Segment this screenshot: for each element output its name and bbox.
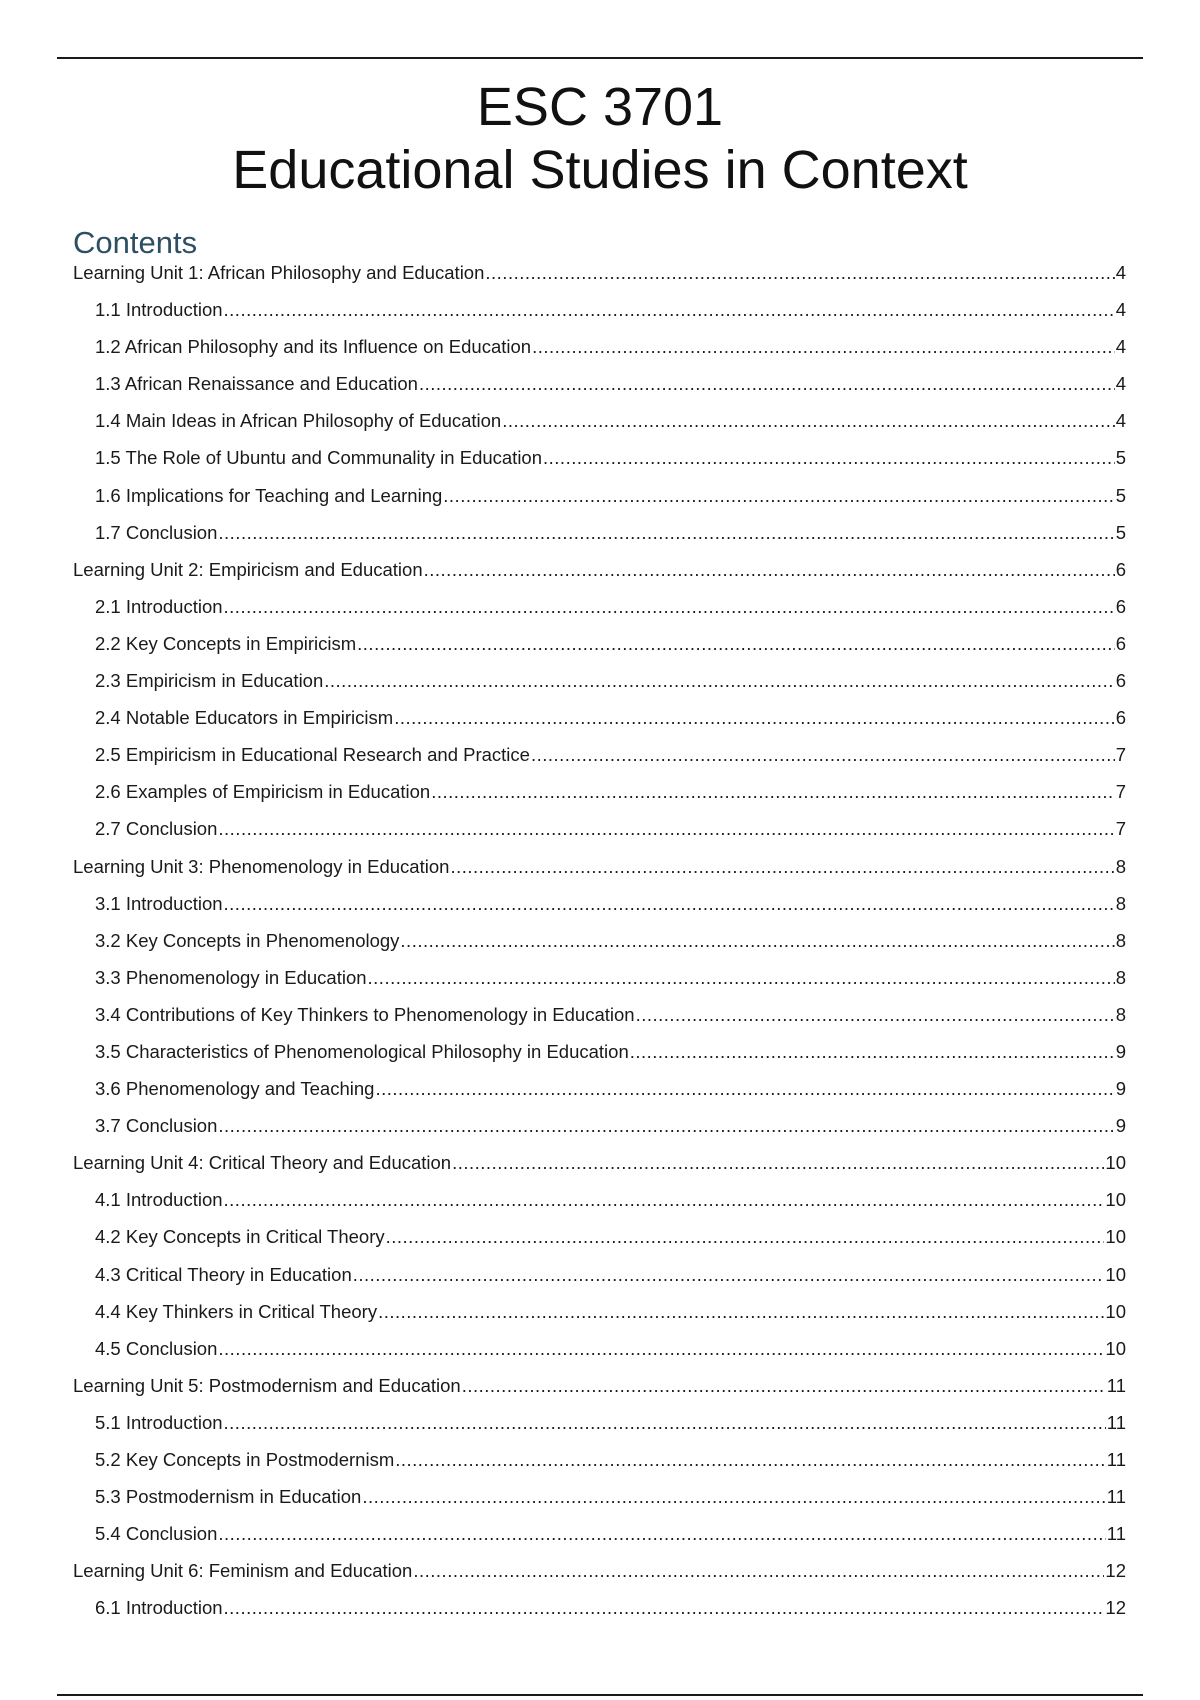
- toc-section-entry[interactable]: [73, 336, 1126, 373]
- toc-page-number: 5: [1115, 484, 1126, 506]
- toc-page-number: 11: [1106, 1523, 1126, 1545]
- toc-page-number: 8: [1115, 966, 1126, 988]
- toc-page-number: 9: [1115, 1040, 1126, 1062]
- toc-dot-leader: [386, 1226, 1105, 1248]
- toc-page-number: 8: [1115, 929, 1126, 951]
- toc-page-number: 10: [1105, 1337, 1126, 1359]
- toc-page-number: 4: [1115, 299, 1126, 321]
- toc-section-entry[interactable]: [73, 1264, 1126, 1301]
- toc-dot-leader: [450, 856, 1114, 878]
- toc-entry-label: 2.7 Conclusion: [95, 818, 218, 840]
- toc-section-entry[interactable]: [73, 299, 1126, 336]
- toc-unit-entry[interactable]: [73, 1152, 1126, 1189]
- toc-page-number: 4: [1115, 373, 1126, 395]
- toc-entry-label: Learning Unit 4: Critical Theory and Education: [73, 1152, 452, 1174]
- toc-entry-label: 5.3 Postmodernism in Education: [95, 1486, 362, 1508]
- toc-dot-leader: [419, 373, 1115, 395]
- toc-dot-leader: [543, 447, 1115, 469]
- toc-entry-label: 3.4 Contributions of Key Thinkers to Phenomenology in Education: [95, 1003, 635, 1025]
- toc-dot-leader: [368, 967, 1115, 989]
- toc-page-number: 9: [1115, 1078, 1126, 1100]
- toc-page-number: 11: [1106, 1411, 1126, 1433]
- toc-dot-leader: [532, 336, 1115, 358]
- toc-section-entry[interactable]: [73, 707, 1126, 744]
- toc-dot-leader: [362, 1486, 1105, 1508]
- toc-section-entry[interactable]: [73, 1523, 1126, 1560]
- toc-section-entry[interactable]: [73, 744, 1126, 781]
- toc-entry-label: 2.4 Notable Educators in Empiricism: [95, 707, 394, 729]
- toc-section-entry[interactable]: [73, 1486, 1126, 1523]
- toc-page-number: 7: [1115, 818, 1126, 840]
- toc-dot-leader: [218, 1115, 1114, 1137]
- toc-page-number: 5: [1115, 447, 1126, 469]
- toc-dot-leader: [375, 1078, 1114, 1100]
- toc-section-entry[interactable]: [73, 781, 1126, 818]
- toc-unit-entry[interactable]: [73, 1375, 1126, 1412]
- toc-dot-leader: [394, 707, 1115, 729]
- toc-entry-label: 3.7 Conclusion: [95, 1115, 218, 1137]
- toc-dot-leader: [502, 410, 1114, 432]
- toc-page-number: 8: [1115, 855, 1126, 877]
- toc-entry-label: 3.5 Characteristics of Phenomenological Philosophy in Education: [95, 1040, 629, 1062]
- toc-page-number: 10: [1105, 1189, 1126, 1211]
- toc-dot-leader: [224, 596, 1115, 618]
- toc-section-entry[interactable]: [73, 373, 1126, 410]
- toc-dot-leader: [462, 1375, 1106, 1397]
- toc-page-number: 10: [1105, 1152, 1126, 1174]
- toc-section-entry[interactable]: [73, 522, 1126, 559]
- toc-section-entry[interactable]: [73, 1338, 1126, 1375]
- toc-page-number: 6: [1115, 670, 1126, 692]
- toc-unit-entry[interactable]: [73, 856, 1126, 893]
- toc-dot-leader: [218, 818, 1114, 840]
- toc-entry-label: 6.1 Introduction: [95, 1597, 223, 1619]
- toc-dot-leader: [224, 1189, 1105, 1211]
- table-of-contents: [73, 262, 1126, 1634]
- toc-page-number: 6: [1115, 707, 1126, 729]
- toc-section-entry[interactable]: [73, 1412, 1126, 1449]
- toc-page-number: 8: [1115, 1003, 1126, 1025]
- toc-section-entry[interactable]: [73, 893, 1126, 930]
- toc-dot-leader: [224, 1412, 1106, 1434]
- toc-dot-leader: [324, 670, 1114, 692]
- toc-entry-label: 5.4 Conclusion: [95, 1523, 218, 1545]
- toc-page-number: 10: [1105, 1263, 1126, 1285]
- toc-entry-label: Learning Unit 3: Phenomenology in Education: [73, 855, 450, 877]
- toc-entry-label: Learning Unit 1: African Philosophy and Education: [73, 262, 485, 283]
- toc-page-number: 9: [1115, 1115, 1126, 1137]
- toc-section-entry[interactable]: [73, 1078, 1126, 1115]
- toc-page-number: 11: [1106, 1486, 1126, 1508]
- toc-dot-leader: [485, 262, 1114, 284]
- toc-dot-leader: [630, 1041, 1115, 1063]
- toc-entry-label: 4.3 Critical Theory in Education: [95, 1263, 352, 1285]
- toc-section-entry[interactable]: [73, 1449, 1126, 1486]
- toc-entry-label: 4.4 Key Thinkers in Critical Theory: [95, 1300, 378, 1322]
- toc-entry-label: 5.1 Introduction: [95, 1411, 223, 1433]
- toc-page-number: 6: [1115, 558, 1126, 580]
- toc-page-number: 12: [1105, 1560, 1126, 1582]
- toc-dot-leader: [636, 1004, 1115, 1026]
- toc-page-number: 7: [1115, 744, 1126, 766]
- toc-entry-label: 5.2 Key Concepts in Postmodernism: [95, 1449, 395, 1470]
- toc-unit-entry[interactable]: [73, 1560, 1126, 1597]
- toc-entry-label: Learning Unit 5: Postmodernism and Education: [73, 1374, 461, 1396]
- toc-entry-label: 3.3 Phenomenology in Education: [95, 966, 367, 988]
- course-code: ESC 3701: [476, 77, 724, 137]
- toc-dot-leader: [224, 299, 1115, 321]
- toc-section-entry[interactable]: [73, 670, 1126, 707]
- toc-dot-leader: [357, 633, 1115, 655]
- toc-section-entry[interactable]: [73, 818, 1126, 855]
- toc-dot-leader: [400, 930, 1114, 952]
- toc-page-number: 10: [1105, 1226, 1126, 1248]
- top-rule: [57, 57, 1143, 59]
- document-title: [0, 76, 1200, 202]
- toc-entry-label: 3.1 Introduction: [95, 892, 223, 914]
- toc-entry-label: 2.1 Introduction: [95, 595, 223, 617]
- toc-entry-label: 4.2 Key Concepts in Critical Theory: [95, 1226, 385, 1248]
- toc-entry-label: 2.6 Examples of Empiricism in Education: [95, 781, 431, 803]
- toc-section-entry[interactable]: [73, 1226, 1126, 1263]
- toc-section-entry[interactable]: [73, 1189, 1126, 1226]
- toc-section-entry[interactable]: [73, 1301, 1126, 1338]
- toc-dot-leader: [218, 1523, 1105, 1545]
- toc-dot-leader: [424, 559, 1115, 581]
- toc-page-number: 4: [1115, 410, 1126, 432]
- toc-section-entry[interactable]: [73, 967, 1126, 1004]
- toc-entry-label: 2.5 Empiricism in Educational Research and Practice: [95, 744, 530, 766]
- toc-section-entry[interactable]: [73, 1004, 1126, 1041]
- toc-page-number: 10: [1105, 1300, 1126, 1322]
- toc-entry-label: 1.6 Implications for Teaching and Learning: [95, 484, 443, 506]
- bottom-rule: [57, 1694, 1143, 1696]
- toc-section-entry[interactable]: [73, 447, 1126, 484]
- toc-section-entry[interactable]: [73, 410, 1126, 447]
- toc-entry-label: Learning Unit 2: Empiricism and Education: [73, 558, 423, 580]
- toc-entry-label: 4.1 Introduction: [95, 1189, 223, 1211]
- toc-section-entry[interactable]: [73, 1041, 1126, 1078]
- toc-page-number: 4: [1115, 336, 1126, 358]
- toc-page-number: 11: [1106, 1449, 1126, 1470]
- toc-section-entry[interactable]: [73, 596, 1126, 633]
- toc-entry-label: Learning Unit 6: Feminism and Education: [73, 1560, 413, 1582]
- toc-dot-leader: [413, 1560, 1104, 1582]
- toc-dot-leader: [452, 1152, 1104, 1174]
- toc-entry-label: 4.5 Conclusion: [95, 1337, 218, 1359]
- toc-dot-leader: [431, 781, 1115, 803]
- toc-page-number: 5: [1115, 521, 1126, 543]
- toc-entry-label: 1.2 African Philosophy and its Influence on Education: [95, 336, 532, 358]
- toc-section-entry[interactable]: [73, 930, 1126, 967]
- toc-section-entry[interactable]: [73, 633, 1126, 670]
- toc-dot-leader: [224, 1597, 1105, 1619]
- toc-section-entry[interactable]: [73, 485, 1126, 522]
- toc-page-number: 11: [1106, 1374, 1126, 1396]
- toc-dot-leader: [378, 1301, 1104, 1323]
- toc-entry-label: 2.3 Empiricism in Education: [95, 670, 324, 692]
- toc-unit-entry[interactable]: [73, 559, 1126, 596]
- toc-page-number: 7: [1115, 781, 1126, 803]
- toc-entry-label: 2.2 Key Concepts in Empiricism: [95, 632, 357, 654]
- toc-dot-leader: [218, 522, 1114, 544]
- toc-section-entry[interactable]: [73, 1597, 1126, 1634]
- toc-entry-label: 1.3 African Renaissance and Education: [95, 373, 418, 395]
- contents-heading: Contents: [73, 225, 198, 260]
- toc-page-number: 8: [1115, 892, 1126, 914]
- toc-section-entry[interactable]: [73, 1115, 1126, 1152]
- toc-entry-label: 1.4 Main Ideas in African Philosophy of Education: [95, 410, 502, 432]
- toc-entry-label: 1.5 The Role of Ubuntu and Communality in Education: [95, 447, 543, 469]
- toc-dot-leader: [353, 1264, 1105, 1286]
- course-name: Educational Studies in Context: [232, 140, 968, 200]
- toc-dot-leader: [395, 1449, 1106, 1471]
- toc-page-number: 4: [1115, 262, 1126, 283]
- toc-dot-leader: [218, 1338, 1104, 1360]
- toc-entry-label: 3.2 Key Concepts in Phenomenology: [95, 929, 400, 951]
- toc-dot-leader: [443, 485, 1114, 507]
- toc-entry-label: 1.7 Conclusion: [95, 521, 218, 543]
- toc-page-number: 6: [1115, 632, 1126, 654]
- toc-page-number: 12: [1105, 1597, 1126, 1619]
- toc-entry-label: 1.1 Introduction: [95, 299, 223, 321]
- toc-dot-leader: [531, 744, 1115, 766]
- toc-unit-entry[interactable]: [73, 262, 1126, 299]
- toc-page-number: 6: [1115, 595, 1126, 617]
- toc-entry-label: 3.6 Phenomenology and Teaching: [95, 1078, 375, 1100]
- toc-dot-leader: [224, 893, 1115, 915]
